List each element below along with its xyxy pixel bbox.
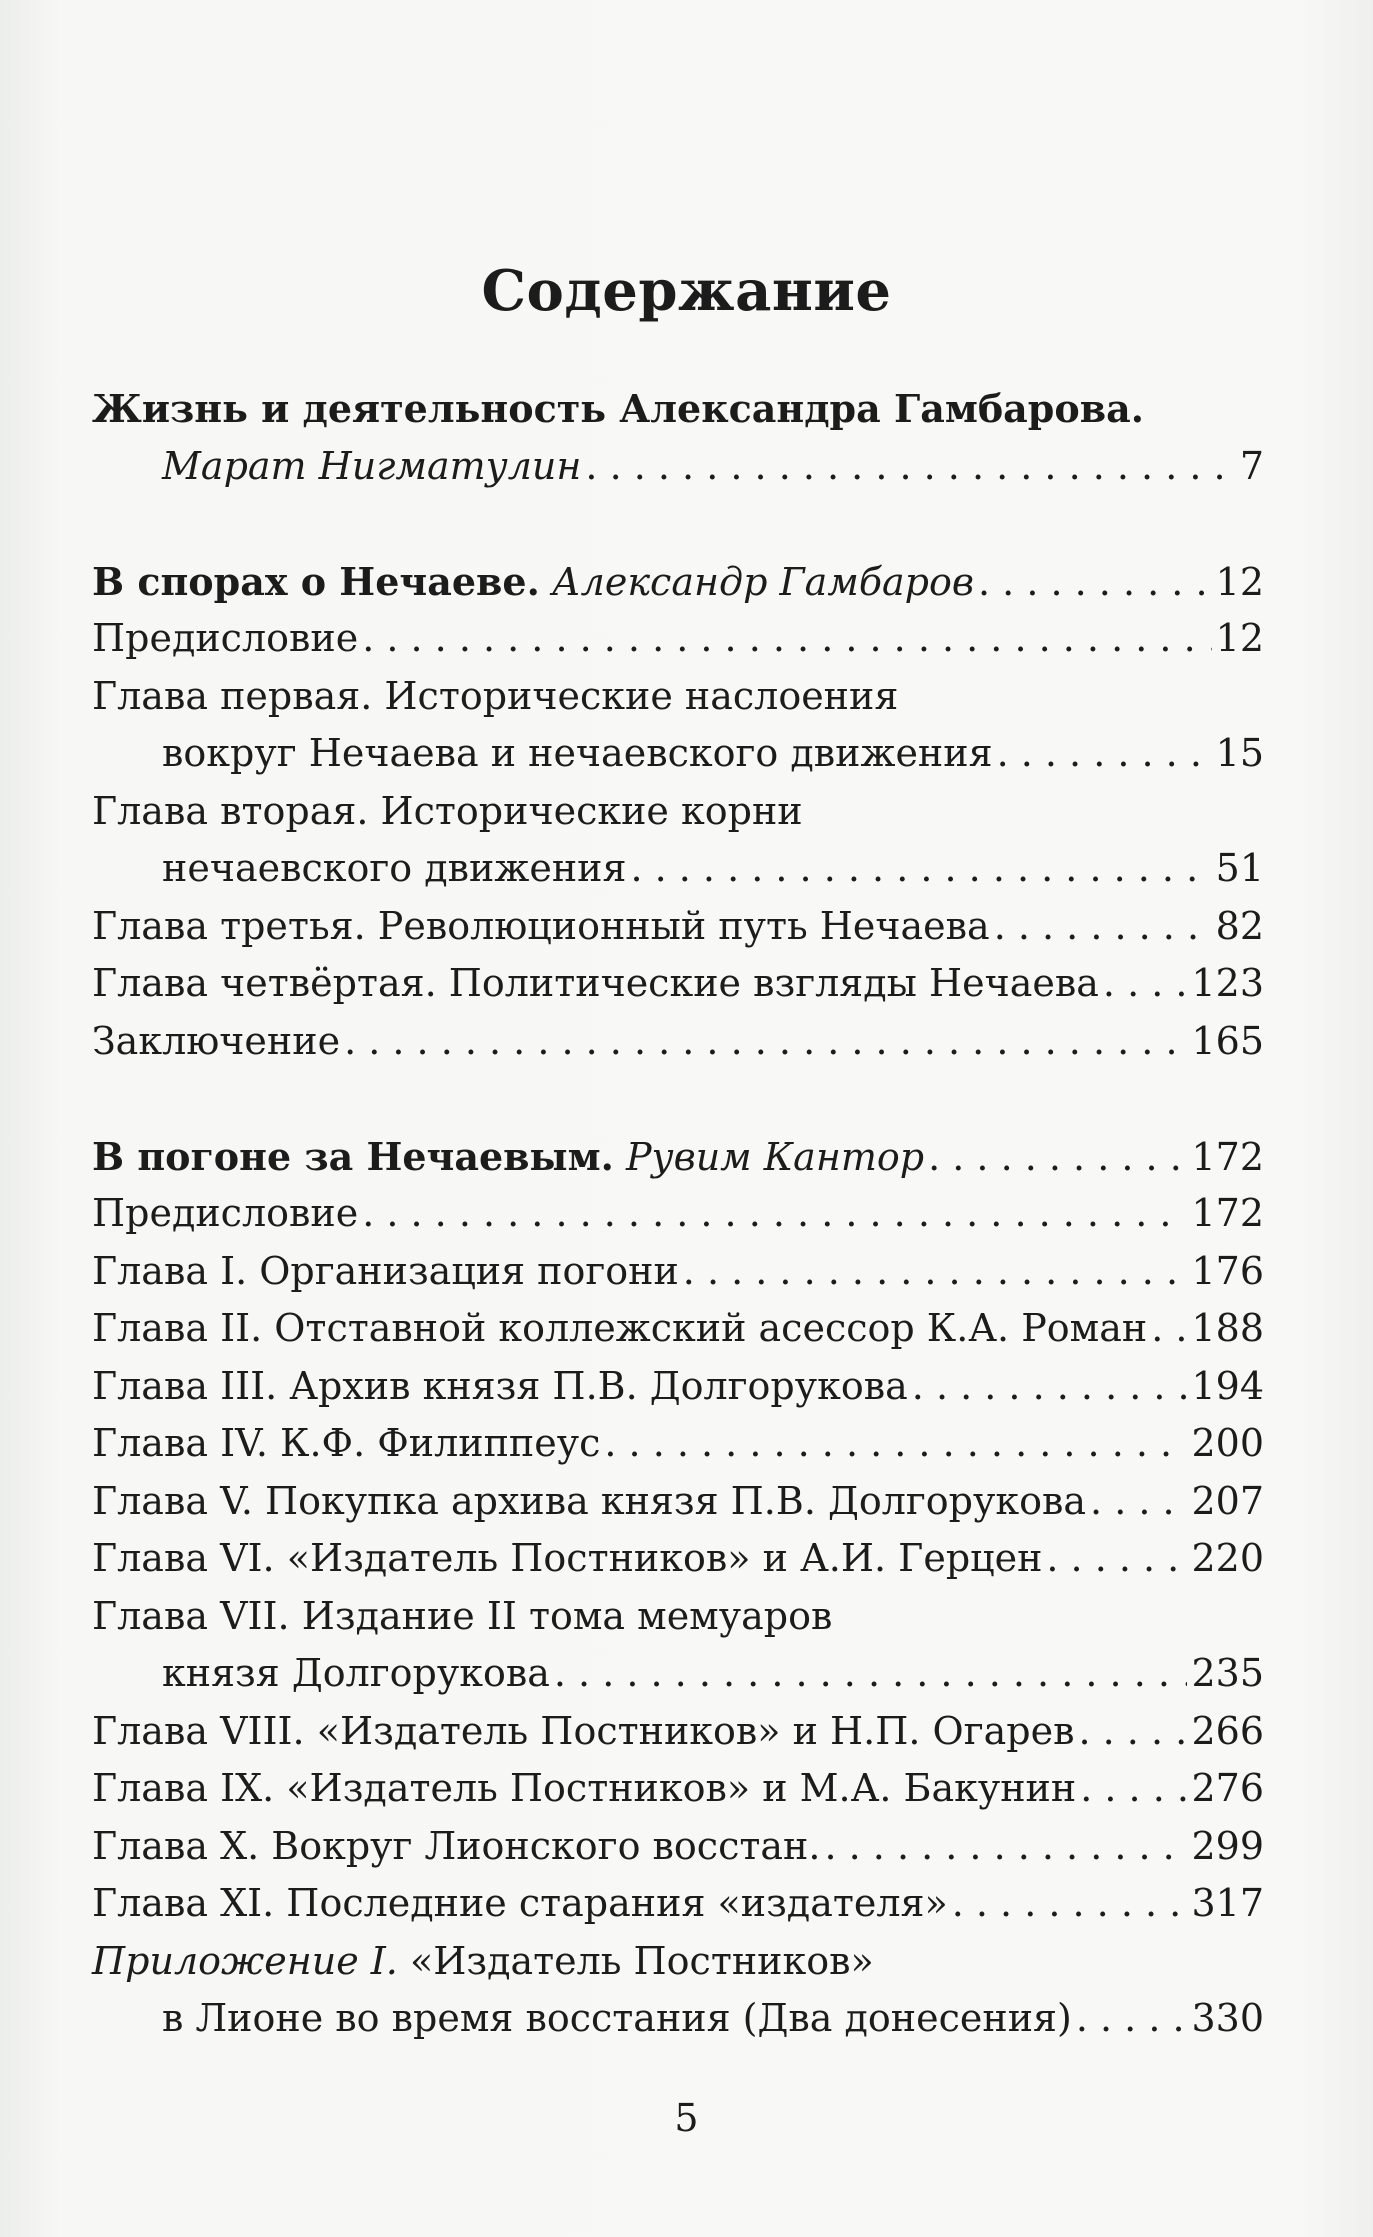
toc-entry-page: 220 xyxy=(1191,1536,1264,1580)
leader-dots xyxy=(683,1243,1188,1301)
toc-entry xyxy=(92,1128,1264,1186)
leader-dots xyxy=(554,1645,1188,1703)
toc-entry-page: 276 xyxy=(1191,1766,1264,1810)
toc-entry-author: Марат Нигматулин xyxy=(162,443,582,488)
toc-entry-label: Глава III. Архив князя П.В. Долгорукова xyxy=(92,1363,908,1408)
toc-entry xyxy=(92,1933,1264,1991)
toc-entry xyxy=(92,898,1264,956)
leader-dots xyxy=(994,898,1212,956)
toc-entry-label: Предисловие xyxy=(92,1191,359,1235)
toc-entry-label: в Лионе во время восстания (Два донесения) xyxy=(162,1996,1072,2040)
toc-entry xyxy=(92,1760,1264,1818)
toc-entry-page: 299 xyxy=(1191,1823,1264,1868)
toc-entry xyxy=(92,1990,1264,2048)
leader-dots xyxy=(1151,1300,1187,1358)
table-of-contents xyxy=(92,380,1264,2048)
toc-entry xyxy=(92,1473,1264,1531)
toc-entry-page: 51 xyxy=(1215,846,1264,890)
leader-dots xyxy=(928,1129,1187,1187)
leader-dots xyxy=(952,1875,1188,1933)
toc-entry xyxy=(92,610,1264,668)
toc-entry-text: «Издатель Постников» xyxy=(409,1938,874,1983)
toc-entry-label xyxy=(162,438,581,496)
toc-entry-page: 207 xyxy=(1191,1478,1264,1523)
toc-entry-page: 165 xyxy=(1191,1018,1264,1063)
toc-entry-bold: В спорах о Нечаеве. xyxy=(92,558,540,604)
leader-dots xyxy=(344,1013,1187,1071)
toc-entry-label xyxy=(92,380,1144,439)
leader-dots xyxy=(362,610,1211,668)
toc-entry-label: Глава VII. Издание II тома мемуаров xyxy=(92,1593,833,1638)
toc-entry-page: 123 xyxy=(1191,961,1264,1005)
toc-entry-label: нечаевского движения xyxy=(162,846,627,890)
toc-entry-page: 12 xyxy=(1215,559,1264,604)
toc-entry xyxy=(92,1358,1264,1416)
toc-entry-page: 188 xyxy=(1191,1306,1264,1350)
toc-entry-label: вокруг Нечаева и нечаевского движения xyxy=(162,731,993,775)
toc-entry-label: Глава V. Покупка архива князя П.В. Долгорукова xyxy=(92,1478,1087,1523)
toc-entry-author: Александр Гамбаров xyxy=(551,559,975,604)
toc-entry-label: Глава VIII. «Издатель Постников» и Н.П. Огарев xyxy=(92,1708,1075,1753)
toc-entry-page: 82 xyxy=(1215,903,1264,948)
toc-entry-label: Предисловие xyxy=(92,616,359,660)
toc-entry-bold: В погоне за Нечаевым. xyxy=(92,1133,614,1179)
toc-entry xyxy=(92,1588,1264,1646)
toc-entry-page: 317 xyxy=(1191,1881,1264,1925)
toc-entry xyxy=(92,1818,1264,1876)
toc-entry-label: Заключение xyxy=(92,1018,341,1063)
toc-entry-page: 194 xyxy=(1191,1363,1264,1408)
toc-entry-page: 172 xyxy=(1191,1191,1264,1235)
page-title: Содержание xyxy=(481,258,892,324)
toc-entry xyxy=(92,1013,1264,1071)
toc-entry-label: Глава X. Вокруг Лионского восстан. xyxy=(92,1823,821,1868)
toc-entry-label xyxy=(92,1933,874,1991)
toc-entry xyxy=(92,955,1264,1013)
toc-entry xyxy=(92,725,1264,783)
leader-dots xyxy=(912,1358,1188,1416)
toc-entry-author: Рувим Кантор xyxy=(625,1134,925,1179)
toc-entry xyxy=(92,380,1264,438)
toc-entry xyxy=(92,1875,1264,1933)
toc-entry xyxy=(92,668,1264,726)
toc-entry-label: князя Долгорукова xyxy=(162,1651,550,1695)
toc-entry-appendix: Приложение I. xyxy=(92,1938,398,1983)
toc-entry-label: Глава третья. Революционный путь Нечаева xyxy=(92,903,990,948)
toc-entry-page: 7 xyxy=(1239,443,1264,488)
toc-entry-label xyxy=(92,553,974,612)
toc-entry-label: Глава IV. К.Ф. Филиппеус xyxy=(92,1421,601,1465)
leader-dots xyxy=(1103,955,1188,1013)
toc-entry xyxy=(92,1645,1264,1703)
leader-dots xyxy=(604,1415,1187,1473)
toc-entry-label: Глава вторая. Исторические корни xyxy=(92,788,803,833)
toc-entry xyxy=(92,783,1264,841)
leader-dots xyxy=(1080,1760,1187,1818)
toc-entry xyxy=(92,1530,1264,1588)
leader-dots xyxy=(997,725,1212,783)
toc-entry-label: Глава IX. «Издатель Постников» и М.А. Бакунин xyxy=(92,1766,1077,1810)
toc-entry-label xyxy=(92,1128,924,1187)
toc-entry xyxy=(92,1243,1264,1301)
toc-entry-label: Глава VI. «Издатель Постников» и А.И. Герцен xyxy=(92,1536,1043,1580)
toc-entry-label: Глава первая. Исторические наслоения xyxy=(92,673,899,718)
toc-entry-label: Глава II. Отставной коллежский асессор К.А. Роман xyxy=(92,1306,1148,1350)
toc-entry-page: 172 xyxy=(1191,1134,1264,1179)
toc-entry xyxy=(92,1185,1264,1243)
toc-entry-page: 266 xyxy=(1191,1708,1264,1753)
toc-entry-page: 176 xyxy=(1191,1248,1264,1293)
leader-dots xyxy=(362,1185,1187,1243)
toc-entry-page: 15 xyxy=(1215,731,1264,775)
leader-dots xyxy=(1046,1530,1187,1588)
leader-dots xyxy=(585,438,1235,496)
toc-entry xyxy=(92,438,1264,496)
toc-entry xyxy=(92,1300,1264,1358)
toc-entry xyxy=(92,840,1264,898)
toc-entry-label: Глава I. Организация погони xyxy=(92,1248,679,1293)
toc-entry-page: 235 xyxy=(1191,1651,1264,1695)
toc-entry-page: 330 xyxy=(1191,1996,1264,2040)
leader-dots xyxy=(1076,1990,1188,2048)
leader-dots xyxy=(824,1818,1187,1876)
page-number: 5 xyxy=(674,2096,699,2140)
toc-entry-page: 12 xyxy=(1215,616,1264,660)
toc-entry-label: Глава XI. Последние старания «издателя» xyxy=(92,1881,948,1925)
toc-entry xyxy=(92,1415,1264,1473)
toc-entry xyxy=(92,1703,1264,1761)
toc-entry xyxy=(92,553,1264,611)
leader-dots xyxy=(1078,1703,1187,1761)
leader-dots xyxy=(978,554,1212,612)
toc-entry-bold: Жизнь и деятельность Александра Гамбарова. xyxy=(92,386,1144,431)
leader-dots xyxy=(630,840,1211,898)
leader-dots xyxy=(1090,1473,1187,1531)
toc-entry-label: Глава четвёртая. Политические взгляды Нечаева xyxy=(92,961,1099,1005)
toc-entry-page: 200 xyxy=(1191,1421,1264,1465)
